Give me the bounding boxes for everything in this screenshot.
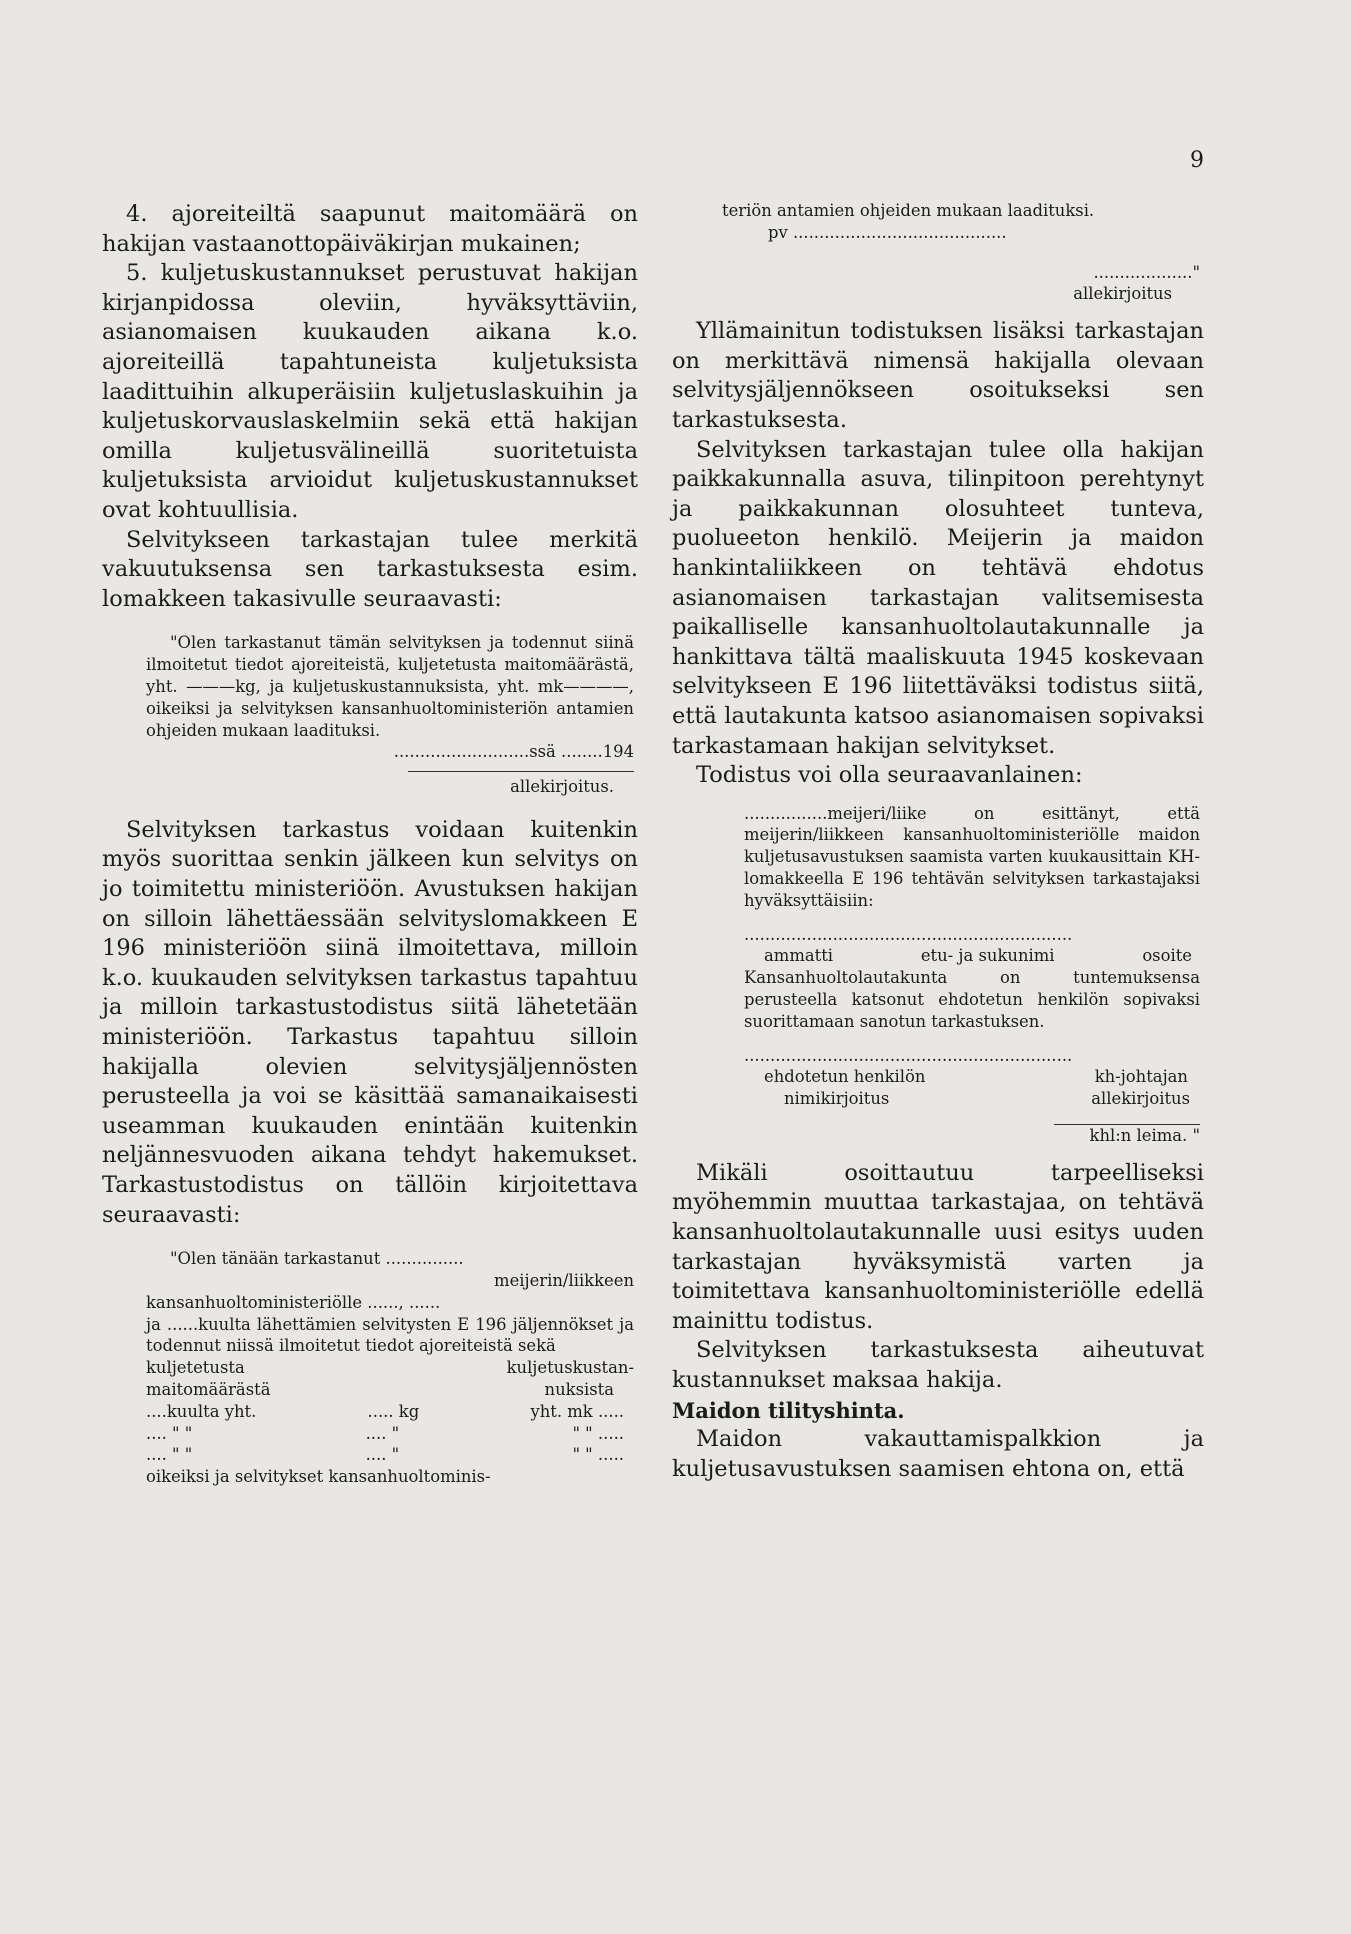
paragraph-inspection-timing: Selvityksen tarkastus voidaan kuitenkin myös suorittaa senkin jälkeen kun selvitys on jo toimitettu ministeriöön. Avustuksen hakijan on silloin lähettäessään selvityslomakkeen E 196 ministeriöön siinä ilmoitettava, milloin k.o. kuukauden selvityksen tarkastus tapahtuu ja milloin tarkastustodistus siitä lähetetään ministeriöön. Tarkastus tapahtuu silloin hakijalla olevien selvitysjäljennösten perusteella ja voi se käsittää samanaikaisesti useamman kuukauden enintään kuitenkin neljännesvuoden aikana tehdyt hakemukset. Tarkastustodistus on tällöin kirjoitettava seuraavasti: (102, 816, 638, 1228)
quote-2-line-2: meijerin/liikkeen (494, 1271, 634, 1290)
quote-2-row-3 (146, 1444, 634, 1466)
label-address: osoite (1142, 946, 1192, 966)
col-transported: kuljetetusta (146, 1358, 245, 1378)
row-3-kg: .... " (365, 1445, 400, 1465)
row-1-month: ....kuulta yht. (146, 1401, 257, 1421)
quote-3-text: ................meijeri/liike on esittänyt, että meijerin/liikkeen kansanhuoltoministeriölle maidon kuljetusavustuksen saamista varten kuukausittain KH-lomakkeella E 196 tehtävän selvityksen tarkastajaksi hyväksyttäisiin: (744, 803, 1200, 910)
quote-2-row-2 (146, 1423, 634, 1445)
quote-3-stamp: khl:n leima. " (1089, 1126, 1200, 1146)
paragraph-inspector-note: Selvitykseen tarkastajan tulee merkitä vakuutuksensa sen tarkastuksesta esim. lomakkeen takasivulle seuraavasti: (102, 526, 638, 612)
quote-2-line-1: "Olen tänään tarkastanut ............... (170, 1249, 464, 1269)
quote-2-end: oikeiksi ja selvitykset kansanhuoltominis- (146, 1467, 491, 1487)
paragraph-change-inspector: Mikäli osoittautuu tarpeelliseksi myöhemmin muuttaa tarkastajaa, on tehtävä kansanhuoltolautakunnalle uusi esitys uuden tarkastajan hyväksymistä varten ja toimitettava kansanhuoltoministeriölle edellä mainittu todistus. (672, 1159, 1204, 1334)
quote-3-sig-row-2 (744, 1088, 1200, 1110)
certificate-quote-3 (672, 803, 1204, 1147)
quote-3-dots: ............................................................... (744, 924, 1073, 944)
paragraph-certificate-intro: Todistus voi olla seuraavanlainen: (696, 762, 1083, 789)
paragraph-name-mark: Yllämainitun todistuksen lisäksi tarkastajan on merkittävä nimensä hakijalla olevaan selvitysjäljennökseen osoitukseksi sen tarkastuksesta. (672, 318, 1204, 433)
paragraph-item-5: 5. kuljetuskustannukset perustuvat hakijan kirjanpidossa oleviin, hyväksyttäviin, asianomaisen kuukauden aikana k.o. ajoreiteillä tapahtuneista kuljetuksista laadittuihin alkuperäisiin kuljetuslaskuihin ja kuljetuskorvauslaskelmiin sekä että hakijan omilla kuljetusvälineillä suoritetuista kuljetuksista arvioidut kuljetuskustannukset ovat kohtuullisia. (102, 260, 638, 523)
row-2-mk: " " ..... (572, 1423, 624, 1443)
quote-2-columns-1 (146, 1357, 634, 1379)
quote-2-row-1 (146, 1401, 634, 1423)
quote-2-pv: pv ......................................... (768, 222, 1007, 242)
certificate-quote-2-cont (672, 200, 1204, 305)
quote-1-signature: allekirjoitus. (510, 777, 614, 797)
certificate-quote-1 (102, 632, 638, 798)
sig-kh-director: kh-johtajan (1094, 1067, 1188, 1087)
row-1-kg: ..... kg (367, 1401, 420, 1421)
quote-2-signature: allekirjoitus (1073, 284, 1172, 304)
sig-signature: allekirjoitus (1091, 1089, 1190, 1109)
paragraph-inspector-requirements: Selvityksen tarkastajan tulee olla hakijan paikkakunnalla asuva, tilinpitoon perehtynyt ja paikkakunnan olosuhteet tunteva, puolueeton henkilö. Meijerin ja maidon hankintaliikkeen on tehtävä ehdotus asianomaisen tarkastajan valitsemisesta paikalliselle kansanhuoltolautakunnalle ja hankittava tältä maaliskuuta 1945 koskevaan selvitykseen E 196 liitettäväksi todistus siitä, että lautakunta katsoo asianomaisen sopivaksi tarkastamaan hakijan selvitykset. (672, 436, 1204, 759)
paragraph-item-4: 4. ajoreiteiltä saapunut maitomäärä on hakijan vastaanottopäiväkirjan mukainen; (102, 201, 638, 257)
quote-2-columns-2 (146, 1379, 634, 1401)
quote-2-continuation: teriön antamien ohjeiden mukaan laadituksi. (722, 201, 1095, 220)
row-2-kg: .... " (365, 1423, 400, 1443)
row-3-month: .... " " (146, 1445, 193, 1465)
sig-initials: nimikirjoitus (784, 1089, 890, 1109)
sig-proposed-person: ehdotetun henkilön (764, 1067, 926, 1087)
quote-3-body: Kansanhuoltolautakunta on tuntemuksensa perusteella katsonut ehdotetun henkilön sopivaksi suorittamaan sanotun tarkastuksen. (744, 968, 1200, 1031)
quote-3-labels (744, 945, 1200, 967)
left-column (102, 200, 638, 1488)
quote-3-sig-row-1 (744, 1066, 1200, 1088)
page-number: 9 (1190, 148, 1204, 173)
quote-1-text: "Olen tarkastanut tämän selvityksen ja todennut siinä ilmoitetut tiedot ajoreiteistä, kuljetetusta maitomäärästä, yht. ———kg, ja kuljetuskustannuksista, yht. mk————, oikeiksi ja selvityksen kansanhuoltoministeriön antamien ohjeiden mukaan laadituksi. (146, 633, 634, 740)
certificate-quote-2 (102, 1248, 638, 1488)
quote-1-date: ..........................ssä ........194 (393, 742, 634, 762)
col-costs: nuksista (544, 1379, 614, 1399)
label-name: etu- ja sukunimi (920, 946, 1055, 966)
quote-3-dots-2: ............................................................... (744, 1045, 1073, 1065)
paragraph-milk-price: Maidon vakauttamispalkkion ja kuljetusavustuksen saamisen ehtona on, että (672, 1426, 1204, 1482)
label-profession: ammatti (764, 946, 834, 966)
quote-2-line-4: ja ......kuulta lähettämien selvitysten E 196 jäljennökset ja todennut niissä ilmoitetut tiedot ajoreiteistä sekä (146, 1314, 634, 1356)
section-heading: Maidon tilityshinta. (672, 1397, 905, 1423)
col-transport-cost: kuljetuskustan- (506, 1358, 634, 1378)
row-2-month: .... " " (146, 1423, 193, 1443)
right-column (672, 200, 1204, 1484)
quote-2-dots: ..................." (1093, 262, 1200, 282)
col-milk-amount: maitomäärästä (146, 1379, 271, 1399)
row-1-mk: yht. mk ..... (530, 1401, 624, 1421)
row-3-mk: " " ..... (572, 1445, 624, 1465)
paragraph-costs: Selvityksen tarkastuksesta aiheutuvat kustannukset maksaa hakija. (672, 1337, 1204, 1393)
quote-2-line-3: kansanhuoltoministeriölle ......, ...... (146, 1292, 441, 1312)
